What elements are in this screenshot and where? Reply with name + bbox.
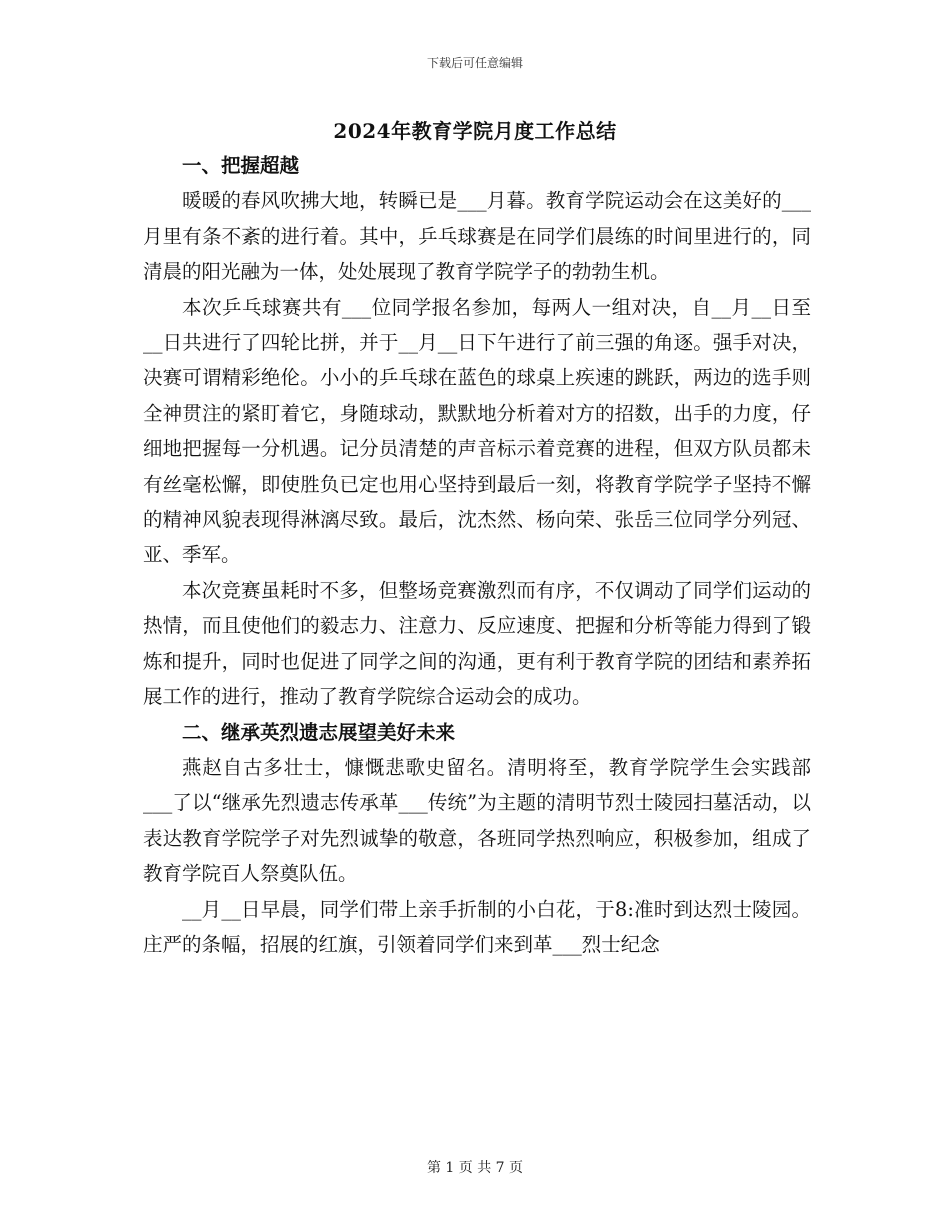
paragraph: 暖暖的春风吹拂大地，转瞬已是___月暮。教育学院运动会在这美好的___月里有条不紊的进行着。其中，乒乓球赛是在同学们晨练的时间里进行的，同清晨的阳光融为一体，处处展现了教育学院学子的勃勃生机。 — [143, 189, 811, 284]
section-heading: 一、把握超越 — [182, 154, 300, 177]
paragraph: __月__日早晨，同学们带上亲手折制的小白花，于8:准时到达烈士陵园。庄严的条幅，招展的红旗，引领着同学们来到革___烈士纪念 — [143, 897, 811, 956]
section-heading: 二、继承英烈遗志展望美好未来 — [182, 720, 456, 744]
paragraph: 本次乒乓球赛共有___位同学报名参加，每两人一组对决，自__月__日至__日共进行了四轮比拼，并于__月__日下午进行了前三强的角逐。强手对决，决赛可谓精彩绝伦。小小的乒乓球在蓝色的球桌上疾速的跳跃，两边的选手则全神贯注的紧盯着它，身随球动，默默地分析着对方的招数，出手的力度，仔细地把握每一分机遇。记分员清楚的声音标示着竞赛的进程，但双方队员都未有丝毫松懈，即使胜负已定也用心坚持到最后一刻，将教育学院学子坚持不懈的精神风貌表现得淋漓尽致。最后，沈杰然、杨向荣、张岳三位同学分列冠、亚、季军。 — [143, 295, 811, 567]
page-number: 第 1 页 共 7 页 — [426, 1160, 524, 1176]
section-2 — [143, 715, 811, 963]
section-1 — [143, 148, 811, 715]
paragraph: 本次竞赛虽耗时不多，但整场竞赛激烈而有序，不仅调动了同学们运动的热情，而且使他们的毅志力、注意力、反应速度、把握和分析等能力得到了锻炼和提升，同时也促进了同学之间的沟通，更有利于教育学院的团结和素养拓展工作的进行，推动了教育学院综合运动会的成功。 — [143, 578, 811, 709]
header-note: 下载后可任意编辑 — [426, 56, 523, 70]
paragraph: 燕赵自古多壮士，慷慨悲歌史留名。清明将至，教育学院学生会实践部___了以“继承先烈遗志传承革___传统”为主题的清明节烈士陵园扫墓活动，以表达教育学院学子对先烈诚挚的敬意，各班同学热烈响应，积极参加，组成了教育学院百人祭奠队伍。 — [143, 755, 811, 886]
document-body — [143, 148, 811, 962]
document-title: 2024年教育学院月度工作总结 — [333, 119, 617, 143]
